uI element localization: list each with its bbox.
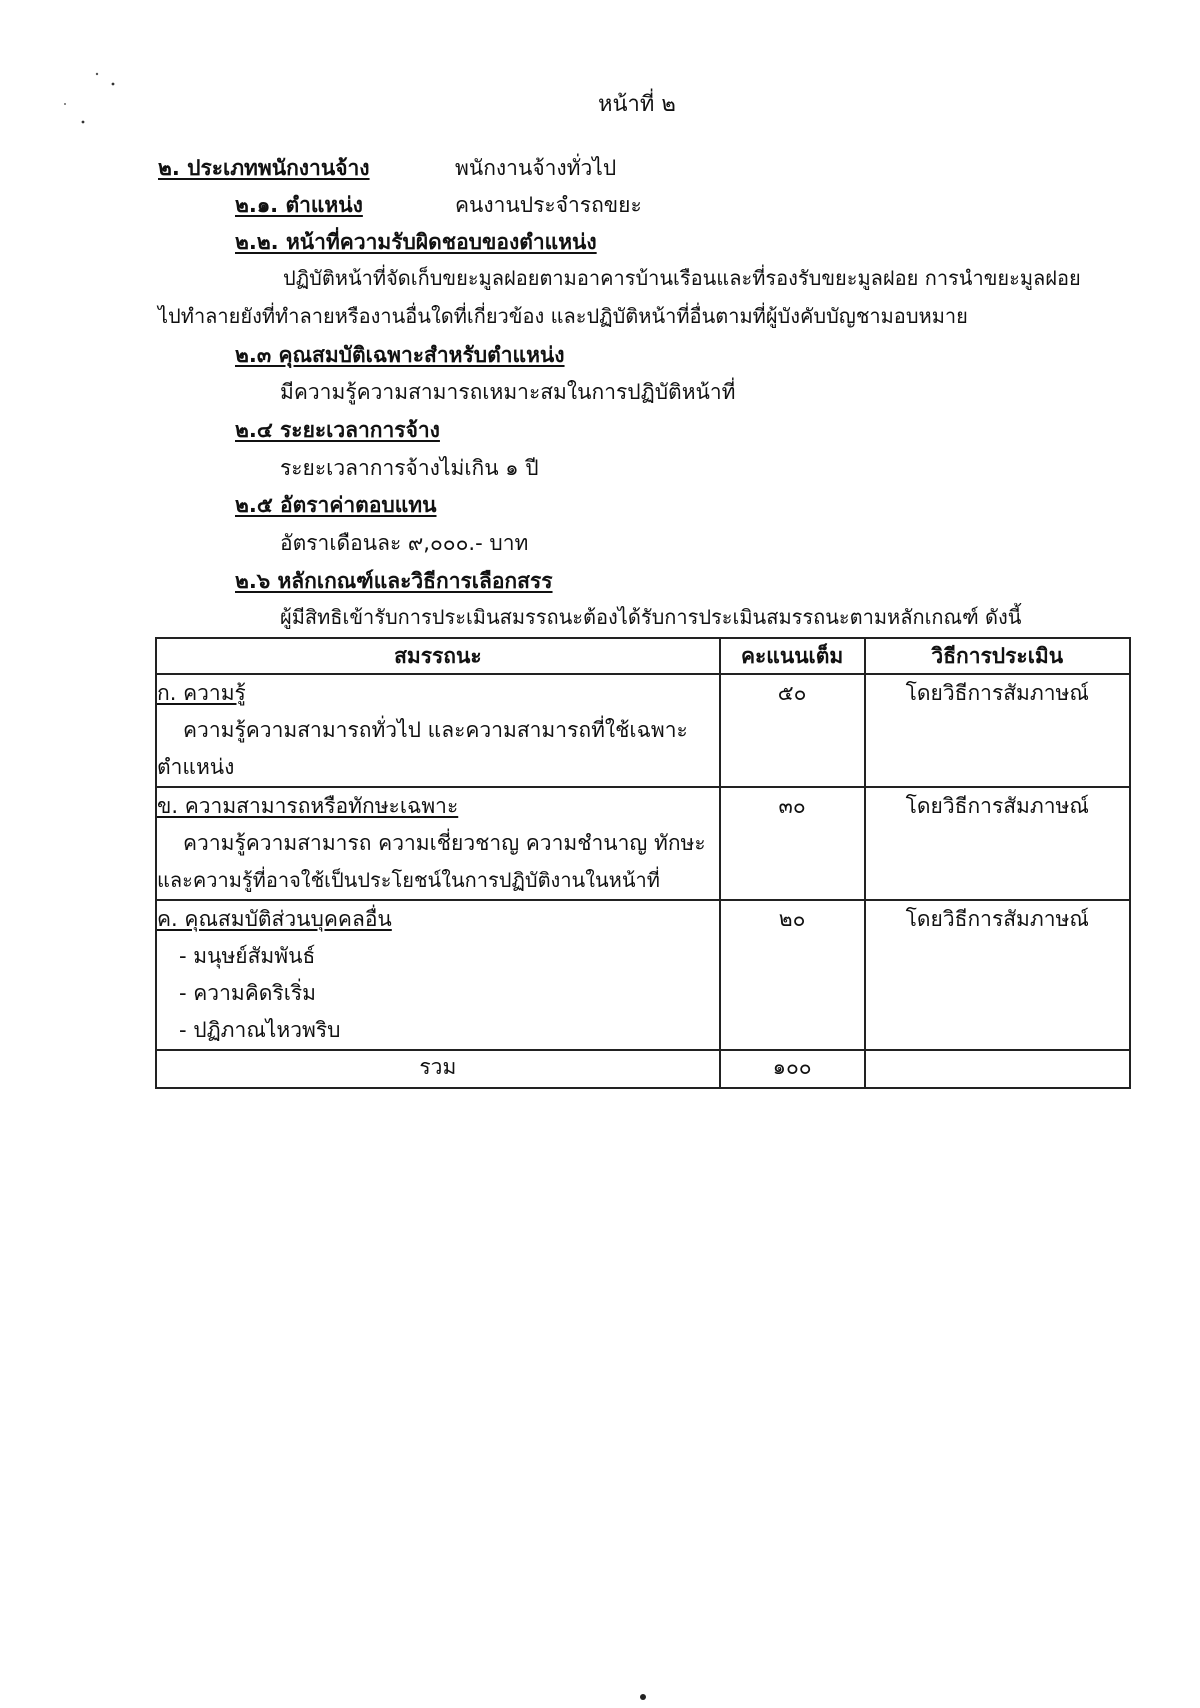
duties-line-2: ไปทำลายยังที่ทำลายหรืองานอื่นใดที่เกี่ยวข้อง และปฏิบัติหน้าที่อื่นตามที่ผู้บังคับบัญชามอบหมาย bbox=[158, 304, 968, 328]
pay-text: อัตราเดือนละ ๙,๐๐๐.- บาท bbox=[280, 531, 529, 555]
total-score: ๑๐๐ bbox=[720, 1050, 865, 1088]
competency-desc-line: ความรู้ความสามารถ ความเชี่ยวชาญ ความชำนาญ ทักษะ bbox=[183, 831, 706, 855]
scan-dot bbox=[640, 1694, 646, 1700]
competency-item: - ความคิดริเริ่ม bbox=[179, 981, 316, 1005]
term-text: ระยะเวลาการจ้างไม่เกิน ๑ ปี bbox=[280, 456, 539, 480]
total-label: รวม bbox=[156, 1050, 720, 1088]
position-value: คนงานประจำรถขยะ bbox=[455, 193, 642, 217]
table-total-row bbox=[156, 1050, 1130, 1088]
competency-table bbox=[155, 637, 1131, 1089]
competency-cell bbox=[156, 900, 720, 1050]
header-competency: สมรรถนะ bbox=[156, 638, 720, 674]
table-header-row bbox=[156, 638, 1130, 674]
header-method: วิธีการประเมิน bbox=[865, 638, 1131, 674]
total-method-empty bbox=[865, 1050, 1131, 1088]
competency-item: - ปฏิภาณไหวพริบ bbox=[179, 1018, 341, 1042]
table-row bbox=[156, 787, 1130, 900]
competency-cell bbox=[156, 787, 720, 900]
competency-desc-line: ความรู้ความสามารถทั่วไป และความสามารถที่ใช้เฉพาะ bbox=[183, 718, 688, 742]
scan-specks bbox=[55, 70, 125, 140]
score-cell: ๕๐ bbox=[720, 674, 865, 787]
method-cell: โดยวิธีการสัมภาษณ์ bbox=[865, 674, 1131, 787]
competency-desc-line: และความรู้ที่อาจใช้เป็นประโยชน์ในการปฏิบัติงานในหน้าที่ bbox=[157, 868, 660, 892]
qualification-heading: ๒.๓ คุณสมบัติเฉพาะสำหรับตำแหน่ง bbox=[235, 343, 565, 367]
header-full-score: คะแนนเต็ม bbox=[720, 638, 865, 674]
qualification-text: มีความรู้ความสามารถเหมาะสมในการปฏิบัติหน้าที่ bbox=[280, 380, 736, 404]
section-heading: ๒. ประเภทพนักงานจ้าง bbox=[158, 156, 370, 180]
duties-line-1: ปฏิบัติหน้าที่จัดเก็บขยะมูลฝอยตามอาคารบ้านเรือนและที่รองรับขยะมูลฝอย การนำขยะมูลฝอย bbox=[283, 266, 1081, 290]
competency-title: ก. ความรู้ bbox=[157, 681, 246, 705]
method-cell: โดยวิธีการสัมภาษณ์ bbox=[865, 900, 1131, 1050]
competency-desc-line: ตำแหน่ง bbox=[157, 755, 235, 779]
score-cell: ๓๐ bbox=[720, 787, 865, 900]
page-number: หน้าที่ ๒ bbox=[598, 92, 676, 117]
table-row bbox=[156, 674, 1130, 787]
method-cell: โดยวิธีการสัมภาษณ์ bbox=[865, 787, 1131, 900]
score-cell: ๒๐ bbox=[720, 900, 865, 1050]
table-row bbox=[156, 900, 1130, 1050]
competency-title: ข. ความสามารถหรือทักษะเฉพาะ bbox=[157, 794, 459, 818]
competency-item: - มนุษย์สัมพันธ์ bbox=[179, 944, 316, 968]
criteria-heading: ๒.๖ หลักเกณฑ์และวิธีการเลือกสรร bbox=[235, 569, 553, 593]
term-heading: ๒.๔ ระยะเวลาการจ้าง bbox=[235, 418, 440, 442]
pay-heading: ๒.๕ อัตราค่าตอบแทน bbox=[235, 493, 437, 517]
criteria-intro: ผู้มีสิทธิเข้ารับการประเมินสมรรถนะต้องได้รับการประเมินสมรรถนะตามหลักเกณฑ์ ดังนี้ bbox=[280, 605, 1022, 629]
competency-title: ค. คุณสมบัติส่วนบุคคลอื่น bbox=[157, 907, 392, 931]
duties-heading: ๒.๒. หน้าที่ความรับผิดชอบของตำแหน่ง bbox=[235, 230, 597, 254]
employee-type-value: พนักงานจ้างทั่วไป bbox=[455, 156, 617, 180]
competency-cell bbox=[156, 674, 720, 787]
position-label: ๒.๑. ตำแหน่ง bbox=[235, 193, 363, 217]
